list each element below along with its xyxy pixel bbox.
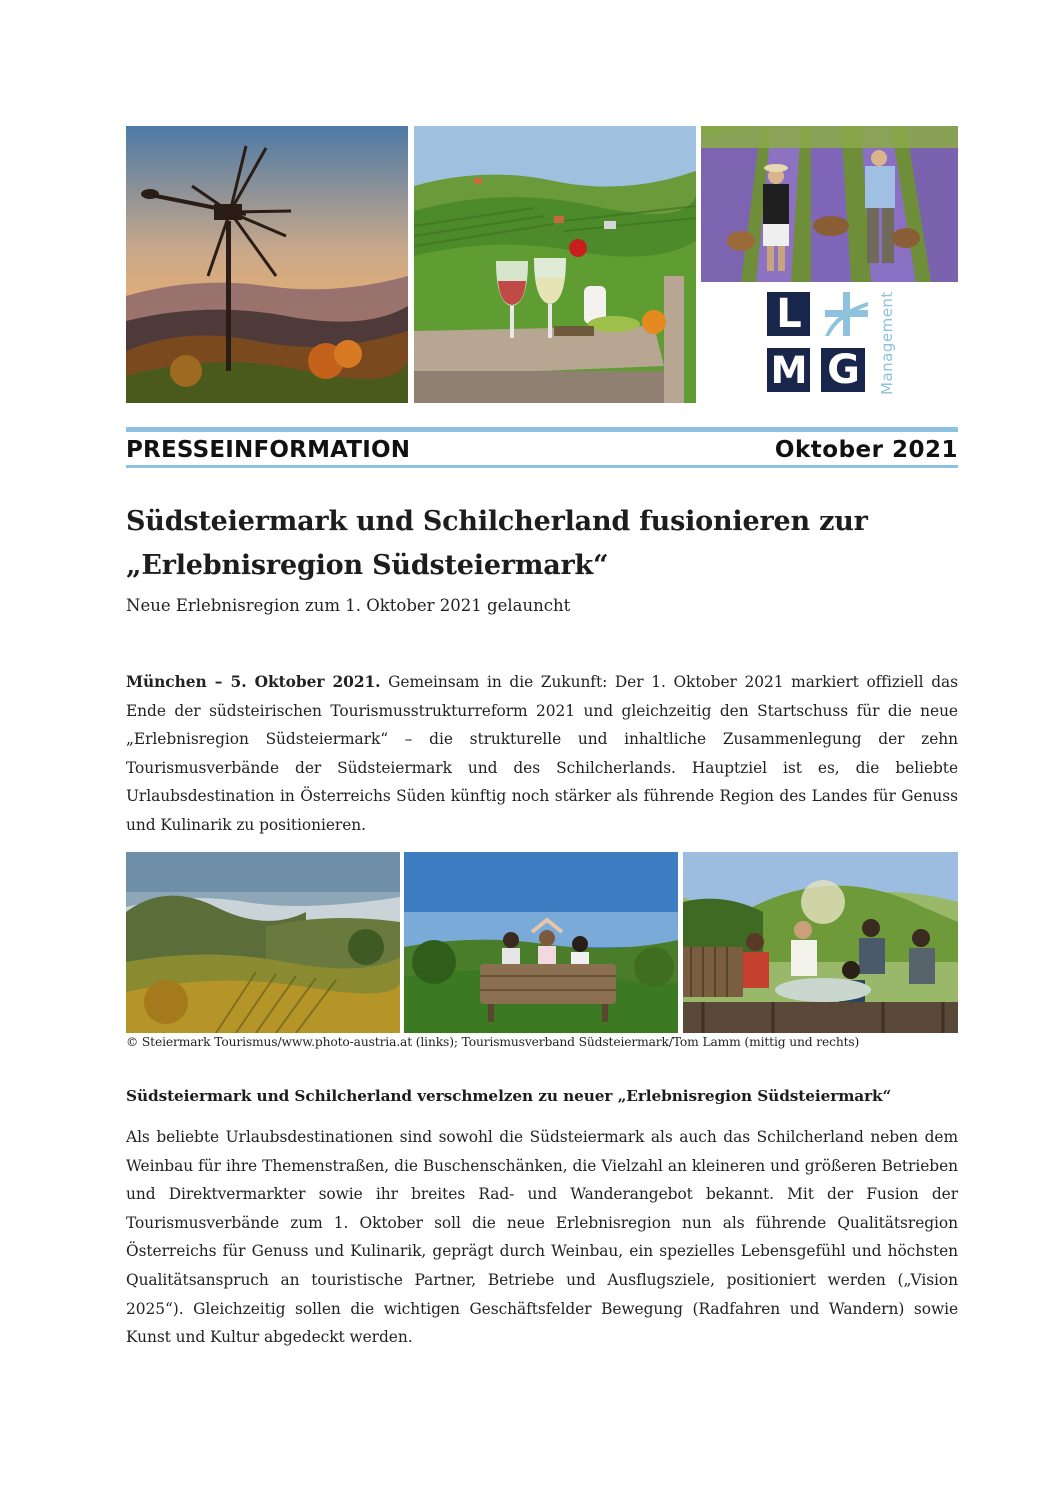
- section-paragraph: Als beliebte Urlaubsdestinationen sind sowohl die Südsteiermark als auch das Schilcherland neben dem Weinbau für ihre Themenstraßen, die Buschenschänken, die Vielzahl an kleineren und größeren Betrieben und Direktvermarkter sowie ihr breites Rad- und Wanderangebot bekannt. Mit der Fusion der Tourismusverbände zum 1. Oktober soll die neue Erlebnisregion nun als führende Qualitätsregion Österreichs für Genuss und Kulinarik, geprägt durch Weinbau, ein spezielles Lebensgefühl und höchsten Qualitätsanspruch an touristische Partner, Betriebe und Ausflugsziele, positioniert werden („Vision 2025“). Gleichzeitig sollen die wichtigen Geschäftsfelder Bewegung (Radfahren und Wandern) sowie Kunst und Kultur abgedeckt werden.: [126, 1128, 958, 1347]
- wine-glasses-photo: [414, 126, 696, 403]
- logo-cross-icon: [825, 292, 868, 336]
- photo-bench-heart: [404, 852, 678, 1033]
- photo-wine-table-vineyard: [414, 126, 696, 403]
- logo-side-text: Management: [878, 291, 896, 395]
- klapotetz-windmill-photo: [126, 126, 408, 403]
- photo-lavender-field: [701, 126, 958, 282]
- dateline: München – 5. Oktober 2021.: [126, 673, 381, 691]
- banner-label: PRESSEINFORMATION: [126, 437, 411, 463]
- photo-klapotetz-sunset: [126, 126, 408, 403]
- subtitle: Neue Erlebnisregion zum 1. Oktober 2021 gelauncht: [126, 596, 571, 615]
- banner-rule-bottom: [126, 465, 958, 468]
- banner-date: Oktober 2021: [774, 437, 958, 463]
- photo-credit: © Steiermark Tourismus/www.photo-austria.at (links); Tourismusverband Südsteiermark/Tom Lamm (mittig und rechts): [126, 1035, 860, 1049]
- photo-misty-hills: [126, 852, 400, 1033]
- headline: Südsteiermark und Schilcherland fusionieren zur „Erlebnisregion Südsteiermark“: [126, 506, 868, 581]
- photo-wine-toast: [683, 852, 958, 1033]
- logo-letter-l: L: [767, 292, 810, 336]
- lavender-harvest-photo: [701, 126, 958, 282]
- intro-paragraph: [126, 668, 958, 840]
- logo-letter-g: G: [821, 348, 865, 392]
- banner-rule-top: [126, 427, 958, 432]
- intro-text: Gemeinsam in die Zukunft: Der 1. Oktober 2021 markiert offiziell das Ende der südsteirischen Tourismusstrukturreform 2021 und gleichzeitig den Startschuss für die neue „Erlebnisregion Südsteiermark“ – die strukturelle und inhaltliche Zusammenlegung der zehn Tourismusverbände der Südsteiermark und des Schilcherlands. Hauptziel ist es, die beliebte Urlaubsdestination in Österreichs Süden künftig noch stärker als führende Region des Landes für Genuss und Kulinarik zu positionieren.: [126, 673, 959, 834]
- section-heading: Südsteiermark und Schilcherland verschmelzen zu neuer „Erlebnisregion Südsteiermark“: [126, 1087, 892, 1105]
- logo-letter-m: M: [767, 348, 810, 392]
